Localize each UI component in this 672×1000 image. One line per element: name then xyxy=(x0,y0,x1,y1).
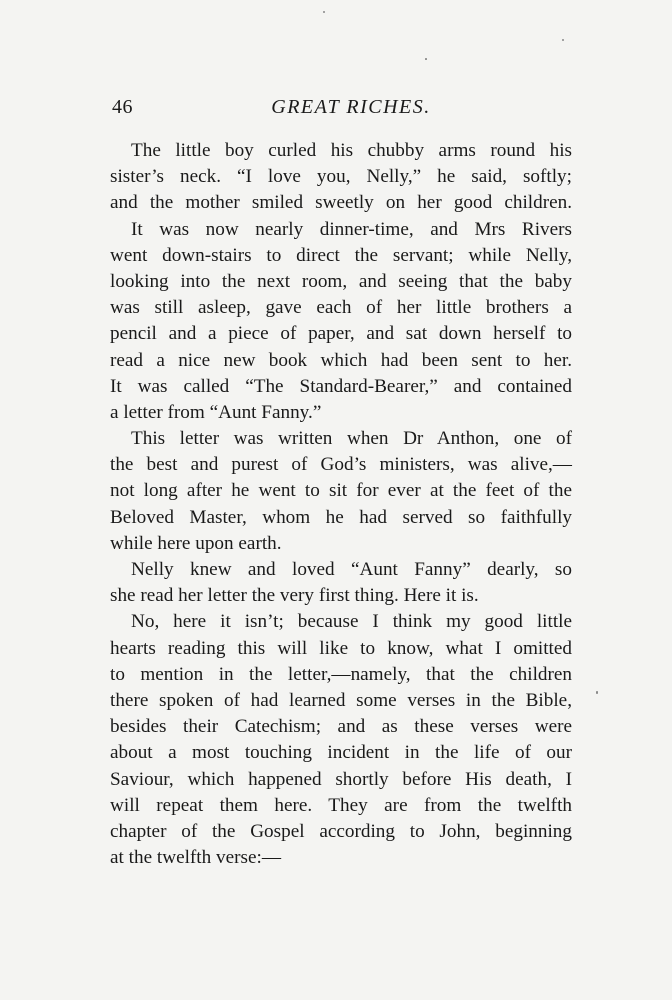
text-line: pencil and a piece of paper, and sat down herself to xyxy=(110,323,572,345)
text-line: It was called “The Standard-Bearer,” and contained xyxy=(110,375,572,397)
running-title: GREAT RICHES. xyxy=(271,96,431,118)
text-line: hearts reading this will like to know, what I omitted xyxy=(110,637,572,659)
paragraph xyxy=(110,426,572,557)
text-line: read a nice new book which had been sent to her. xyxy=(110,349,572,371)
text-line: It was now nearly dinner-time, and Mrs Rivers xyxy=(131,218,572,240)
paragraph xyxy=(110,557,572,609)
text-line: the best and purest of God’s ministers, was alive,— xyxy=(110,454,572,476)
text-line: to mention in the letter,—namely, that the children xyxy=(110,663,572,685)
paragraph xyxy=(110,217,572,427)
text-line: there spoken of had learned some verses in the Bible, xyxy=(110,689,572,711)
text-line: chapter of the Gospel according to John, beginning xyxy=(110,820,572,842)
text-line: she read her letter the very first thing. Here it is. xyxy=(110,585,479,607)
text-line: was still asleep, gave each of her little brothers a xyxy=(110,297,572,319)
scan-speck xyxy=(425,58,427,60)
text-line: sister’s neck. “I love you, Nelly,” he said, softly; xyxy=(110,166,572,188)
text-line: went down-stairs to direct the servant; while Nelly, xyxy=(110,244,572,266)
text-line: not long after he went to sit for ever at the feet of the xyxy=(110,480,572,502)
scan-speck xyxy=(323,11,325,13)
text-line: a letter from “Aunt Fanny.” xyxy=(110,401,322,423)
paragraph xyxy=(110,138,572,217)
text-line: will repeat them here. They are from the twelfth xyxy=(110,794,572,816)
text-line: This letter was written when Dr Anthon, one of xyxy=(131,428,572,450)
body-text xyxy=(110,138,572,871)
text-line: about a most touching incident in the life of our xyxy=(110,742,572,764)
text-line: besides their Catechism; and as these verses were xyxy=(110,716,572,738)
page-number: 46 xyxy=(112,96,133,118)
text-line: The little boy curled his chubby arms round his xyxy=(131,140,572,161)
text-line: Beloved Master, whom he had served so faithfully xyxy=(110,506,572,528)
scan-speck xyxy=(562,39,564,41)
text-line: Nelly knew and loved “Aunt Fanny” dearly, so xyxy=(131,559,572,580)
text-line: and the mother smiled sweetly on her good children. xyxy=(110,192,572,214)
running-head xyxy=(110,96,572,124)
text-line: looking into the next room, and seeing that the baby xyxy=(110,270,572,292)
text-line: No, here it isn’t; because I think my good little xyxy=(131,611,572,633)
text-line: Saviour, which happened shortly before His death, I xyxy=(110,768,572,790)
paragraph xyxy=(110,609,572,871)
scan-speck xyxy=(596,691,598,694)
text-line: at the twelfth verse:— xyxy=(110,847,282,869)
text-line: while here upon earth. xyxy=(110,532,282,554)
